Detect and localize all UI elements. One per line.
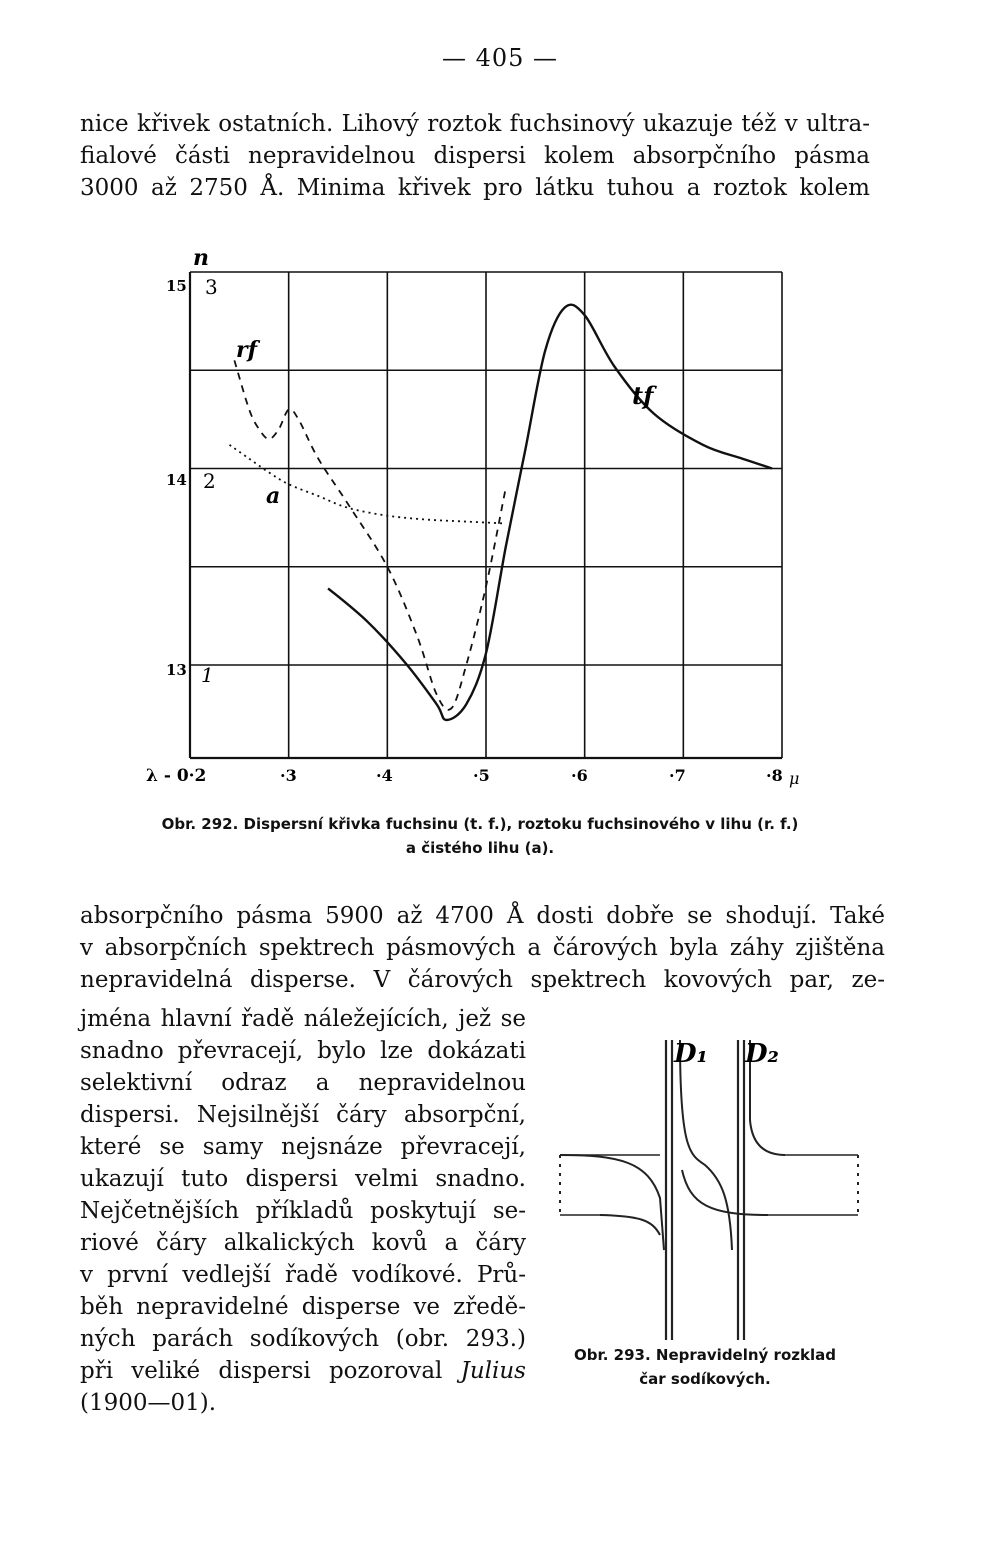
text-line: nepravidelná disperse. V čárových spektrech kovových par, ze-: [80, 967, 885, 993]
figure-293-caption: [540, 1343, 870, 1391]
caption-line: Obr. 292. Dispersní křivka fuchsinu (t. f.), roztoku fuchsinového v lihu (r. f.): [161, 815, 799, 833]
y-inner-tick: 1: [201, 663, 214, 687]
x-tick: ·3: [280, 766, 297, 785]
text-line: (1900—01).: [80, 1390, 217, 1416]
caption-line: čar sodíkových.: [639, 1370, 771, 1388]
chart-grid: [190, 272, 782, 758]
y-outer-tick: 13: [166, 661, 187, 679]
text-line: 3000 až 2750 Å. Minima křivek pro látku tuhou a roztok kolem: [80, 175, 870, 201]
x-tick: ·8: [766, 766, 783, 785]
sodium-lines-diagram: [540, 1020, 870, 1340]
text-line: ukazují tuto dispersi velmi snadno.: [80, 1166, 526, 1192]
author-name: Julius: [460, 1358, 526, 1384]
y-axis-symbol: n: [193, 245, 209, 271]
chart-curves: [230, 305, 773, 720]
series-line-rf: [234, 360, 505, 709]
text-line-part: při veliké dispersi pozoroval: [80, 1358, 443, 1384]
caption-line: Obr. 293. Nepravidelný rozklad: [574, 1346, 836, 1364]
dispersion-curve-middle: [680, 1040, 732, 1250]
x-tick: ·5: [473, 766, 490, 785]
text-line: nice křivek ostatních. Lihový roztok fuchsinový ukazuje též v ultra-: [80, 111, 870, 137]
y-outer-tick: 14: [166, 471, 187, 489]
text-line: [80, 1355, 526, 1387]
dispersion-curve-upper: [560, 1155, 664, 1250]
caption-line: a čistého lihu (a).: [405, 839, 555, 857]
text-line: selektivní odraz a nepravidelnou: [80, 1070, 526, 1096]
dispersion-curve-lower: [600, 1215, 660, 1235]
figure-292-caption: [80, 812, 880, 860]
curve-label-tf: tf: [632, 381, 654, 410]
text-line: dispersi. Nejsilnější čáry absorpční,: [80, 1102, 526, 1128]
text-line: které se samy nejsnáze převracejí,: [80, 1134, 526, 1160]
x-tick: ·4: [376, 766, 393, 785]
y-inner-tick: 2: [203, 469, 216, 493]
paragraph-3: [80, 1003, 526, 1419]
x-tick: ·7: [669, 766, 686, 785]
x-axis-prefix: λ - 0·2: [146, 766, 207, 786]
text-line: běh nepravidelné disperse ve zředě-: [80, 1294, 526, 1320]
paragraph-2: [80, 900, 885, 996]
curve-label-a: a: [266, 483, 281, 509]
text-line: riové čáry alkalických kovů a čáry: [80, 1230, 526, 1256]
dispersion-curve-lower-right: [682, 1170, 768, 1215]
y-outer-tick: 15: [166, 277, 187, 295]
text-line: ných parách sodíkových (obr. 293.): [80, 1326, 526, 1352]
text-line: v absorpčních spektrech pásmových a čárových byla záhy zjištěna: [80, 935, 885, 961]
line-label-d2: D₂: [745, 1039, 779, 1069]
y-inner-tick: 3: [205, 275, 218, 299]
x-unit: μ: [789, 769, 800, 788]
text-line: absorpčního pásma 5900 až 4700 Å dosti dobře se shodují. Také: [80, 903, 885, 929]
text-line: jména hlavní řadě náležejících, jež se: [80, 1006, 526, 1032]
text-line: fialové části nepravidelnou dispersi kolem absorpčního pásma: [80, 143, 870, 169]
curve-label-rf: rf: [236, 337, 258, 363]
text-line: Nejčetnějších příkladů poskytují se-: [80, 1198, 526, 1224]
series-line-tf: [328, 305, 772, 720]
x-tick: ·6: [571, 766, 588, 785]
line-label-d1: D₁: [674, 1039, 708, 1069]
page-number: — 405 —: [441, 44, 559, 72]
text-line: snadno převracejí, bylo lze dokázati: [80, 1038, 526, 1064]
text-line: v první vedlejší řadě vodíkové. Prů-: [80, 1262, 526, 1288]
